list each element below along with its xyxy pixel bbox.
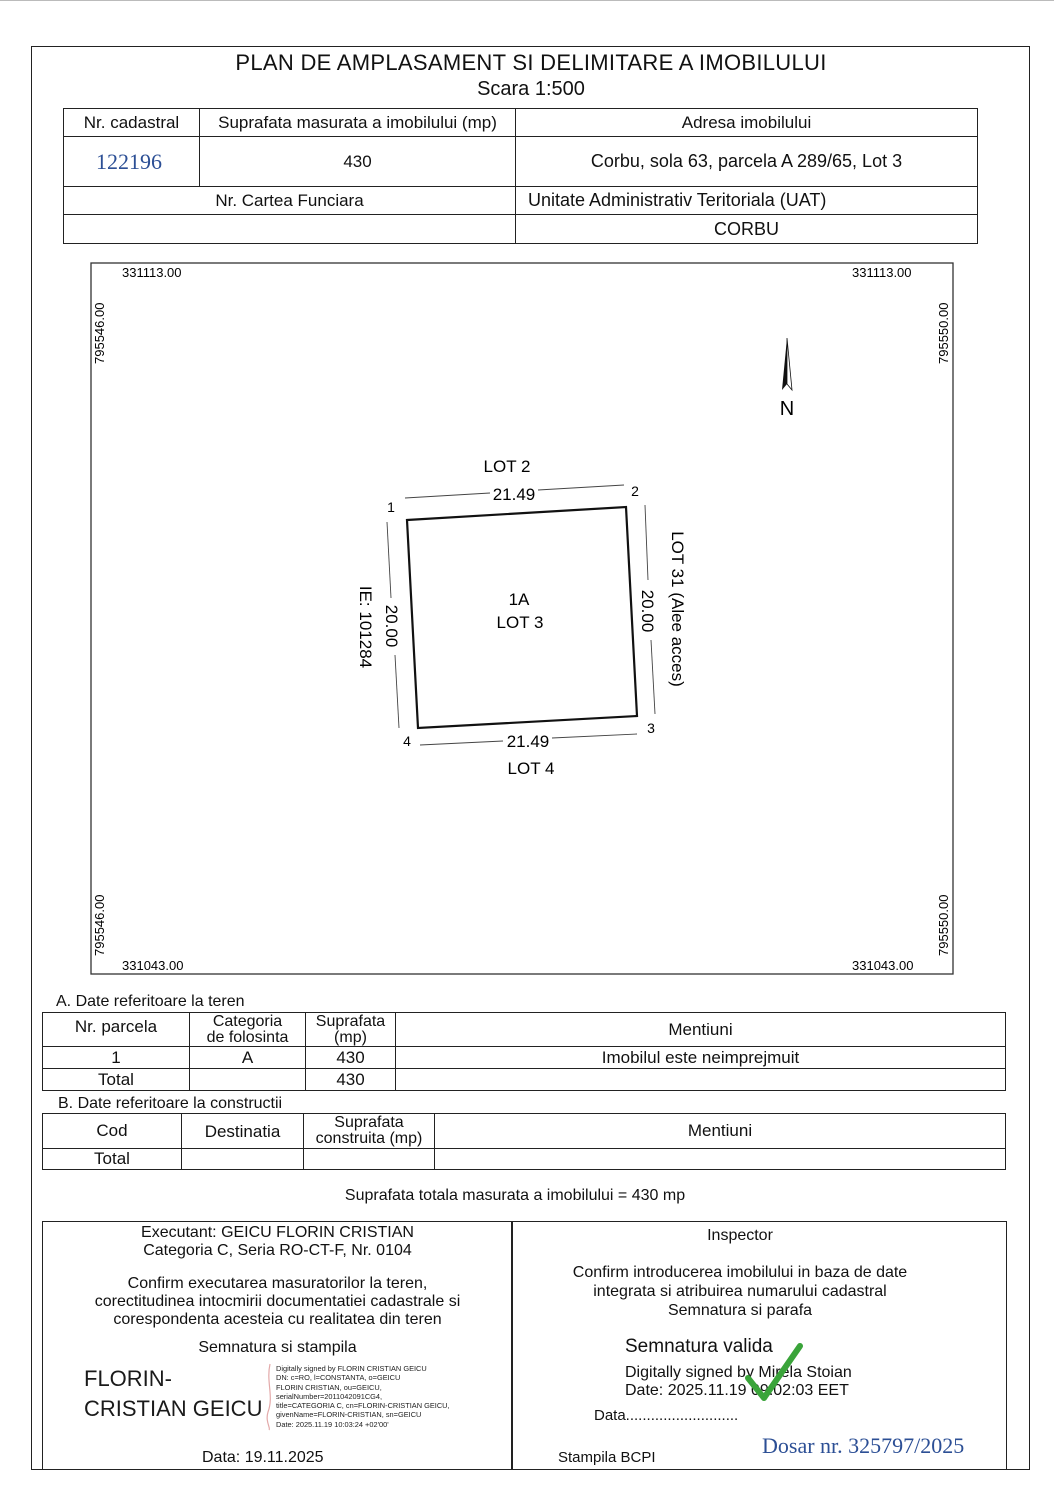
- executant-confirm-line-2: corectitudinea intocmirii documentatiei cadastrale si: [94, 1293, 461, 1310]
- sig-detail-line: serialNumber=2011042091CG4,: [276, 1391, 383, 1401]
- coord-right-top: 795550.00: [936, 302, 951, 364]
- coord-top-left: 331113.00: [122, 265, 182, 280]
- dim-line-top-a: [405, 493, 490, 498]
- constr-header-suprafata: Suprafata construita (mp): [304, 1114, 435, 1149]
- scale-label: Scara 1:500: [477, 78, 585, 100]
- lot-top-label: LOT 2: [483, 457, 531, 476]
- digital-signature-details: [276, 1364, 450, 1429]
- inspector-sign-date: Date: 2025.11.19 09:02:03 EET: [625, 1382, 849, 1399]
- executant-category: Categoria C, Seria RO-CT-F, Nr. 0104: [143, 1242, 412, 1259]
- inspector-confirm-line-2: integrata si atribuirea numarului cadastral: [593, 1283, 887, 1300]
- dim-line-left-b: [395, 655, 399, 728]
- executant-confirm: [42, 1275, 513, 1329]
- cf-label: Nr. Cartea Funciara: [64, 187, 516, 215]
- executant-sign-label: Semnatura si stampila: [198, 1339, 357, 1356]
- land-header-suprafata: Suprafata (mp): [306, 1013, 396, 1047]
- page-title: PLAN DE AMPLASAMENT SI DELIMITARE A IMOBILULUI: [235, 50, 827, 75]
- inspector-title: Inspector: [707, 1227, 773, 1244]
- constr-cell-empty-3: [435, 1149, 1006, 1170]
- table-row: [43, 1149, 1006, 1170]
- inspector-data-line: Data...........................: [594, 1407, 739, 1424]
- executant-header: [42, 1224, 513, 1260]
- north-label: N: [779, 398, 795, 420]
- executant-date: Data: 19.11.2025: [202, 1449, 324, 1466]
- sig-detail-line: Digitally signed by FLORIN CRISTIAN GEICU: [276, 1364, 427, 1373]
- lot-bottom-label: LOT 4: [507, 759, 555, 778]
- executant-name: Executant: GEICU FLORIN CRISTIAN: [141, 1224, 414, 1241]
- land-table: [42, 1012, 1006, 1091]
- inspector-confirm-line-1: Confirm introducerea imobilului in baza de date: [572, 1264, 908, 1281]
- cadastral-header: Nr. cadastral: [64, 109, 200, 137]
- land-cell-parcela: 1: [43, 1047, 190, 1069]
- lot-right-label: LOT 31 (Alee acces): [668, 531, 687, 687]
- point-1: 1: [387, 499, 395, 515]
- section-b-title: B. Date referitoare la constructii: [58, 1095, 283, 1112]
- dim-line-top-b: [538, 485, 624, 490]
- dim-right: 20.00: [638, 589, 657, 633]
- coord-top-right: 331113.00: [852, 265, 912, 280]
- land-cell-suprafata-total: 430: [306, 1069, 396, 1091]
- lot-left-label: IE: 101284: [356, 585, 375, 669]
- constr-cell-total: Total: [43, 1149, 182, 1170]
- sig-detail-line: givenName=FLORIN-CRISTIAN, sn=GEICU: [276, 1410, 422, 1420]
- table-row: [43, 1047, 1006, 1069]
- sig-detail-line: FLORIN CRISTIAN, ou=GEICU,: [276, 1382, 382, 1392]
- dim-top: 21.49: [492, 485, 536, 504]
- signature-valid-label: Semnatura valida: [625, 1336, 773, 1357]
- point-3: 3: [647, 720, 655, 736]
- sig-name-line-2: CRISTIAN GEICU: [84, 1396, 263, 1421]
- inspector-signature-info: [625, 1364, 852, 1400]
- dim-left: 20.00: [382, 604, 401, 648]
- dim-line-bottom-a: [420, 741, 503, 745]
- land-header-mentiuni: Mentiuni: [396, 1013, 1006, 1047]
- point-4: 4: [403, 733, 411, 749]
- land-cell-suprafata: 430: [306, 1047, 396, 1069]
- constr-header-cod: Cod: [43, 1114, 182, 1149]
- uat-label: Unitate Administrativ Teritoriala (UAT): [516, 187, 978, 215]
- constr-cell-empty-1: [182, 1149, 304, 1170]
- land-header-categoria: Categoria de folosinta: [190, 1013, 306, 1047]
- land-cell-parcela-total: Total: [43, 1069, 190, 1091]
- constr-cell-empty-2: [304, 1149, 435, 1170]
- land-cell-mentiuni-total: [396, 1069, 1006, 1091]
- parcel-id: 1A: [508, 590, 530, 609]
- point-2: 2: [631, 483, 639, 499]
- coord-bottom-right: 331043.00: [852, 958, 914, 973]
- land-cell-categoria-total: [190, 1069, 306, 1091]
- signature-mark-icon: [262, 1362, 276, 1432]
- coord-left-top: 795546.00: [92, 302, 107, 364]
- sig-detail-line: DN: c=RO, l=CONSTANTA, o=GEICU: [276, 1373, 401, 1383]
- executant-confirm-line-3: corespondenta acesteia cu realitatea din teren: [113, 1311, 442, 1328]
- inspector-confirm: [511, 1263, 969, 1320]
- construction-table: [42, 1113, 1006, 1170]
- dim-line-left-a: [387, 522, 391, 598]
- stamp-label: Stampila BCPI: [558, 1449, 656, 1466]
- land-cell-mentiuni: Imobilul este neimprejmuit: [396, 1047, 1006, 1069]
- sig-detail-line: Date: 2025.11.19 10:03:24 +02'00': [276, 1419, 389, 1429]
- coord-left-bottom: 795546.00: [92, 894, 107, 956]
- inspector-signed-by: Digitally signed by Mirela Stoian: [625, 1364, 852, 1381]
- inspector-confirm-line-3: Semnatura si parafa: [667, 1302, 813, 1319]
- parcel-lot: LOT 3: [496, 613, 544, 632]
- north-arrow-icon: [780, 338, 794, 420]
- dosar-number: Dosar nr. 325797/2025: [762, 1433, 965, 1458]
- land-cell-categoria: A: [190, 1047, 306, 1069]
- sig-name-line-1: FLORIN-: [84, 1366, 172, 1391]
- dim-line-right-a: [645, 505, 648, 580]
- constr-header-destinatia: Destinatia: [182, 1114, 304, 1149]
- address-value: Corbu, sola 63, parcela A 289/65, Lot 3: [516, 137, 978, 187]
- surface-value: 430: [200, 137, 516, 187]
- executant-confirm-line-1: Confirm executarea masuratorilor la teren,: [127, 1275, 428, 1292]
- land-header-parcela: Nr. parcela: [43, 1013, 190, 1047]
- coord-right-bottom: 795550.00: [936, 894, 951, 956]
- total-surface: Suprafata totala masurata a imobilului = 430 mp: [344, 1187, 686, 1204]
- checkmark-icon: [744, 1342, 804, 1404]
- uat-value: CORBU: [516, 215, 978, 244]
- cadastral-value: 122196: [64, 137, 200, 187]
- sig-detail-line: title=CATEGORIA C, cn=FLORIN-CRISTIAN GEICU,: [276, 1401, 450, 1411]
- dim-line-bottom-b: [552, 734, 637, 738]
- address-header: Adresa imobilului: [516, 109, 978, 137]
- dim-bottom: 21.49: [506, 732, 550, 751]
- constr-header-mentiuni: Mentiuni: [435, 1114, 1006, 1149]
- coord-bottom-left: 331043.00: [122, 958, 184, 973]
- executant-signature-name: [84, 1364, 262, 1424]
- section-a-title: A. Date referitoare la teren: [56, 993, 245, 1010]
- surface-header: Suprafata masurata a imobilului (mp): [200, 109, 516, 137]
- table-row: [43, 1069, 1006, 1091]
- dim-line-right-b: [651, 640, 655, 714]
